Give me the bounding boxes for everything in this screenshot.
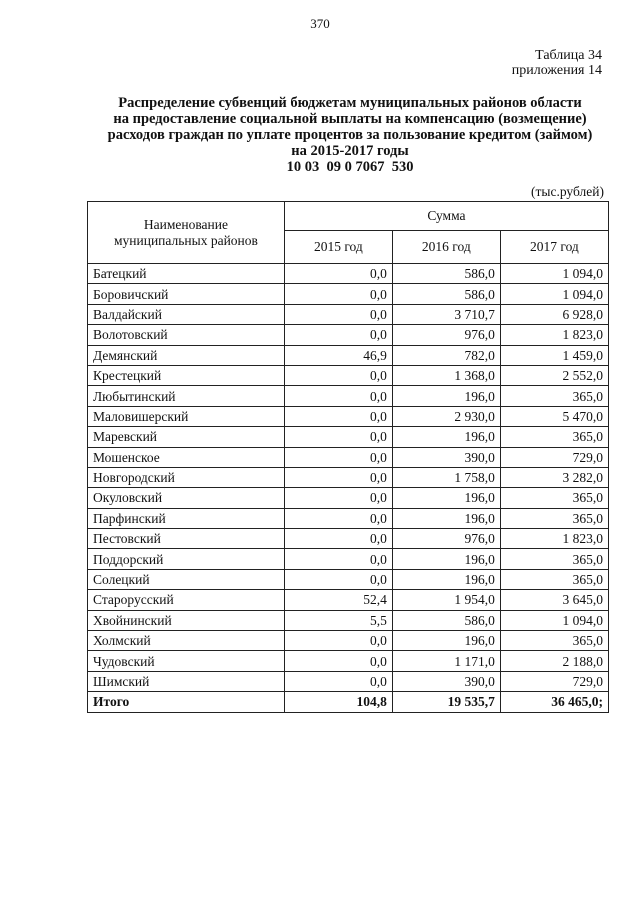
district-name-cell: Маловишерский <box>88 406 285 426</box>
district-name-cell: Волотовский <box>88 325 285 345</box>
value-2017-cell: 729,0 <box>500 447 608 467</box>
table-row <box>88 325 609 345</box>
title-line: Распределение субвенций бюджетам муниципальных районов области <box>118 95 582 111</box>
district-name-cell: Поддорский <box>88 549 285 569</box>
value-2017-cell: 1 459,0 <box>500 345 608 365</box>
table-number: Таблица 34 <box>535 48 602 63</box>
district-name-cell: Батецкий <box>88 264 285 284</box>
value-2016-cell: 782,0 <box>392 345 500 365</box>
table-row <box>88 610 609 630</box>
value-2015-cell: 0,0 <box>284 447 392 467</box>
table-row <box>88 427 609 447</box>
title-line: расходов граждан по уплате процентов за пользование кредитом (займом) <box>107 127 593 143</box>
value-2016-cell: 586,0 <box>392 264 500 284</box>
value-2015-cell: 0,0 <box>284 508 392 528</box>
value-2017-cell: 365,0 <box>500 386 608 406</box>
units-label: (тыс.рублей) <box>531 184 604 199</box>
district-name-cell: Чудовский <box>88 651 285 671</box>
value-2017-cell: 365,0 <box>500 508 608 528</box>
value-2015-cell: 0,0 <box>284 549 392 569</box>
table-row <box>88 386 609 406</box>
header-sum: Сумма <box>284 202 608 231</box>
value-2015-cell: 0,0 <box>284 651 392 671</box>
value-2016-cell: 586,0 <box>392 284 500 304</box>
value-2016-cell: 196,0 <box>392 427 500 447</box>
district-name-cell: Пестовский <box>88 529 285 549</box>
district-name-cell: Шимский <box>88 671 285 691</box>
table-body <box>88 264 609 713</box>
district-name-cell: Парфинский <box>88 508 285 528</box>
value-2015-cell: 0,0 <box>284 631 392 651</box>
value-2017-cell: 729,0 <box>500 671 608 691</box>
value-2017-cell: 3 645,0 <box>500 590 608 610</box>
table-row <box>88 671 609 691</box>
district-name-cell: Валдайский <box>88 304 285 324</box>
value-2017-cell: 1 823,0 <box>500 325 608 345</box>
value-2016-cell: 976,0 <box>392 529 500 549</box>
header-year-2017: 2017 год <box>500 231 608 264</box>
value-2016-cell: 2 930,0 <box>392 406 500 426</box>
value-2017-cell: 3 282,0 <box>500 467 608 487</box>
value-2017-cell: 2 552,0 <box>500 365 608 385</box>
value-2015-cell: 0,0 <box>284 671 392 691</box>
table-row <box>88 304 609 324</box>
value-2017-cell: 2 188,0 <box>500 651 608 671</box>
header-name-line: Наименование <box>143 216 228 232</box>
value-2016-cell: 196,0 <box>392 631 500 651</box>
document-title <box>60 95 640 175</box>
value-2017-cell: 1 094,0 <box>500 264 608 284</box>
district-name-cell: Солецкий <box>88 569 285 589</box>
table-row <box>88 365 609 385</box>
value-2016-cell: 390,0 <box>392 671 500 691</box>
value-2016-cell: 586,0 <box>392 610 500 630</box>
table-row <box>88 569 609 589</box>
value-2016-cell: 390,0 <box>392 447 500 467</box>
value-2015-cell: 0,0 <box>284 488 392 508</box>
header-district-name <box>88 202 285 264</box>
value-2015-cell: 0,0 <box>284 427 392 447</box>
value-2015-cell: 0,0 <box>284 386 392 406</box>
value-2016-cell: 3 710,7 <box>392 304 500 324</box>
district-name-cell: Мошенское <box>88 447 285 467</box>
value-2016-cell: 196,0 <box>392 386 500 406</box>
district-name-cell: Крестецкий <box>88 365 285 385</box>
value-2015-cell: 0,0 <box>284 284 392 304</box>
table-row <box>88 529 609 549</box>
district-name-cell: Хвойнинский <box>88 610 285 630</box>
value-2017-cell: 365,0 <box>500 549 608 569</box>
district-name-cell: Новгородский <box>88 467 285 487</box>
value-2015-cell: 5,5 <box>284 610 392 630</box>
table-row <box>88 488 609 508</box>
value-2017-cell: 1 823,0 <box>500 529 608 549</box>
table-reference <box>512 48 602 78</box>
value-2017-cell: 6 928,0 <box>500 304 608 324</box>
value-2017-cell: 365,0 <box>500 631 608 651</box>
table-row <box>88 447 609 467</box>
total-row <box>88 692 609 712</box>
table-row <box>88 284 609 304</box>
value-2017-cell: 5 470,0 <box>500 406 608 426</box>
district-name-cell: Маревский <box>88 427 285 447</box>
district-name-cell: Холмский <box>88 631 285 651</box>
value-2017-cell: 365,0 <box>500 569 608 589</box>
subvention-table <box>87 201 609 713</box>
value-2015-cell: 0,0 <box>284 304 392 324</box>
header-year-2015: 2015 год <box>284 231 392 264</box>
table-row <box>88 590 609 610</box>
value-2016-cell: 196,0 <box>392 549 500 569</box>
total-label-cell: Итого <box>88 692 285 712</box>
value-2015-cell: 0,0 <box>284 569 392 589</box>
table-row <box>88 651 609 671</box>
value-2016-cell: 1 368,0 <box>392 365 500 385</box>
value-2015-cell: 46,9 <box>284 345 392 365</box>
page-number: 370 <box>310 16 330 31</box>
table-row <box>88 467 609 487</box>
value-2016-cell: 1 171,0 <box>392 651 500 671</box>
value-2016-cell: 976,0 <box>392 325 500 345</box>
header-year-2016: 2016 год <box>392 231 500 264</box>
value-2016-cell: 1 954,0 <box>392 590 500 610</box>
table-row <box>88 264 609 284</box>
budget-code: 10 03 09 0 7067 530 <box>286 159 414 175</box>
value-2017-cell: 365,0 <box>500 488 608 508</box>
table-row <box>88 406 609 426</box>
title-line: на предоставление социальной выплаты на компенсацию (возмещение) <box>113 111 587 127</box>
value-2015-cell: 0,0 <box>284 467 392 487</box>
total-2017-cell: 36 465,0; <box>500 692 608 712</box>
value-2015-cell: 0,0 <box>284 264 392 284</box>
district-name-cell: Любытинский <box>88 386 285 406</box>
appendix-number: приложения 14 <box>511 63 602 78</box>
total-2016-cell: 19 535,7 <box>392 692 500 712</box>
title-line: на 2015-2017 годы <box>291 143 409 159</box>
district-name-cell: Окуловский <box>88 488 285 508</box>
value-2015-cell: 0,0 <box>284 529 392 549</box>
table-row <box>88 549 609 569</box>
value-2015-cell: 0,0 <box>284 325 392 345</box>
value-2015-cell: 52,4 <box>284 590 392 610</box>
value-2017-cell: 1 094,0 <box>500 610 608 630</box>
table-row <box>88 631 609 651</box>
value-2017-cell: 365,0 <box>500 427 608 447</box>
district-name-cell: Боровичский <box>88 284 285 304</box>
district-name-cell: Демянский <box>88 345 285 365</box>
value-2016-cell: 196,0 <box>392 508 500 528</box>
value-2016-cell: 196,0 <box>392 569 500 589</box>
header-name-line: муниципальных районов <box>113 232 258 248</box>
total-2015-cell: 104,8 <box>284 692 392 712</box>
value-2016-cell: 1 758,0 <box>392 467 500 487</box>
value-2015-cell: 0,0 <box>284 365 392 385</box>
district-name-cell: Старорусский <box>88 590 285 610</box>
value-2017-cell: 1 094,0 <box>500 284 608 304</box>
value-2015-cell: 0,0 <box>284 406 392 426</box>
table-row <box>88 508 609 528</box>
table-row <box>88 345 609 365</box>
value-2016-cell: 196,0 <box>392 488 500 508</box>
